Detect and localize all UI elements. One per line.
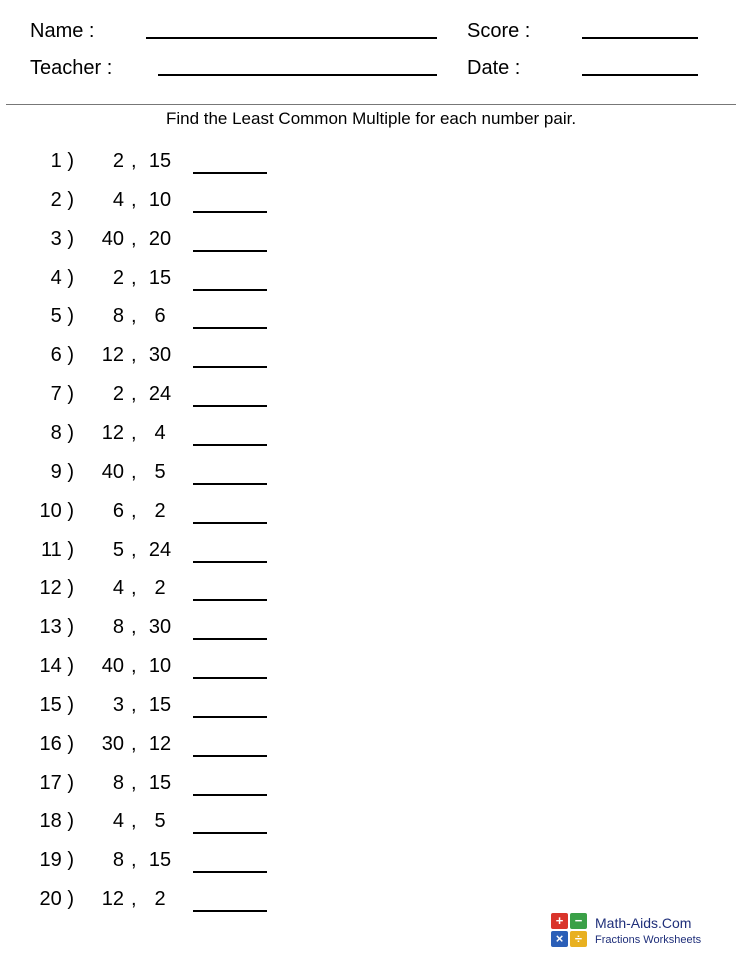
answer-blank[interactable] bbox=[193, 832, 267, 834]
first-number: 3 bbox=[112, 693, 124, 716]
second-number: 4 bbox=[154, 421, 166, 444]
problem-number: 18 ) bbox=[39, 810, 74, 833]
problem-number: 9 ) bbox=[50, 460, 74, 483]
second-number: 15 bbox=[148, 266, 172, 289]
first-number: 40 bbox=[101, 655, 124, 678]
answer-blank[interactable] bbox=[193, 716, 267, 718]
first-number: 40 bbox=[101, 460, 124, 483]
comma-separator: , bbox=[131, 305, 137, 328]
second-number: 30 bbox=[148, 344, 172, 367]
answer-blank[interactable] bbox=[193, 211, 267, 213]
answer-blank[interactable] bbox=[193, 444, 267, 446]
problem-number: 6 ) bbox=[50, 344, 74, 367]
answer-blank[interactable] bbox=[193, 871, 267, 873]
problem-row bbox=[0, 189, 300, 219]
problem-number: 20 ) bbox=[39, 888, 74, 911]
minus-icon: − bbox=[570, 913, 587, 929]
plus-icon: + bbox=[551, 913, 568, 929]
comma-separator: , bbox=[131, 188, 137, 211]
second-number: 15 bbox=[148, 150, 172, 172]
problem-number: 10 ) bbox=[39, 499, 74, 522]
second-number: 24 bbox=[148, 538, 172, 561]
second-number: 15 bbox=[148, 849, 172, 872]
problem-number: 2 ) bbox=[50, 188, 74, 211]
problem-row bbox=[0, 422, 300, 452]
comma-separator: , bbox=[131, 888, 137, 911]
comma-separator: , bbox=[131, 499, 137, 522]
logo-subtitle: Fractions Worksheets bbox=[595, 934, 702, 946]
second-number: 10 bbox=[148, 655, 172, 678]
problem-row bbox=[0, 500, 300, 530]
problem-row bbox=[0, 267, 300, 297]
comma-separator: , bbox=[131, 693, 137, 716]
answer-blank[interactable] bbox=[193, 599, 267, 601]
problem-number: 16 ) bbox=[39, 732, 74, 755]
first-number: 2 bbox=[112, 266, 124, 289]
problem-number: 8 ) bbox=[50, 421, 74, 444]
answer-blank[interactable] bbox=[193, 677, 267, 679]
comma-separator: , bbox=[131, 732, 137, 755]
comma-separator: , bbox=[131, 227, 137, 250]
problem-row bbox=[0, 810, 300, 840]
header-divider bbox=[6, 104, 736, 105]
comma-separator: , bbox=[131, 577, 137, 600]
problem-row bbox=[0, 383, 300, 413]
first-number: 4 bbox=[112, 577, 124, 600]
comma-separator: , bbox=[131, 849, 137, 872]
first-number: 30 bbox=[101, 732, 124, 755]
problem-number: 13 ) bbox=[39, 616, 74, 639]
problem-row bbox=[0, 616, 300, 646]
answer-blank[interactable] bbox=[193, 755, 267, 757]
first-number: 4 bbox=[112, 810, 124, 833]
second-number: 2 bbox=[154, 499, 166, 522]
second-number: 10 bbox=[148, 188, 172, 211]
teacher-label: Teacher : bbox=[30, 57, 113, 79]
first-number: 8 bbox=[112, 305, 124, 328]
score-field[interactable] bbox=[582, 37, 698, 39]
second-number: 24 bbox=[148, 383, 172, 406]
first-number: 4 bbox=[112, 188, 124, 211]
second-number: 30 bbox=[148, 616, 172, 639]
name-label: Name : bbox=[30, 20, 95, 42]
problem-row bbox=[0, 228, 300, 258]
date-label: Date : bbox=[467, 57, 521, 79]
date-field[interactable] bbox=[582, 74, 698, 76]
first-number: 5 bbox=[112, 538, 124, 561]
first-number: 2 bbox=[112, 383, 124, 406]
answer-blank[interactable] bbox=[193, 366, 267, 368]
second-number: 2 bbox=[154, 577, 166, 600]
first-number: 2 bbox=[112, 150, 124, 172]
problem-row bbox=[0, 305, 300, 335]
answer-blank[interactable] bbox=[193, 638, 267, 640]
problem-row bbox=[0, 655, 300, 685]
answer-blank[interactable] bbox=[193, 561, 267, 563]
answer-blank[interactable] bbox=[193, 910, 267, 912]
answer-blank[interactable] bbox=[193, 794, 267, 796]
logo-icon-grid bbox=[551, 913, 589, 949]
score-label: Score : bbox=[467, 20, 531, 42]
comma-separator: , bbox=[131, 771, 137, 794]
second-number: 5 bbox=[154, 460, 166, 483]
first-number: 8 bbox=[112, 849, 124, 872]
problem-row bbox=[0, 733, 300, 763]
first-number: 12 bbox=[101, 421, 124, 444]
second-number: 20 bbox=[148, 227, 172, 250]
comma-separator: , bbox=[131, 383, 137, 406]
times-icon: × bbox=[551, 931, 568, 947]
comma-separator: , bbox=[131, 150, 137, 172]
problem-row bbox=[0, 849, 300, 879]
comma-separator: , bbox=[131, 616, 137, 639]
math-aids-logo bbox=[551, 913, 731, 953]
answer-blank[interactable] bbox=[193, 289, 267, 291]
second-number: 6 bbox=[154, 305, 166, 328]
first-number: 12 bbox=[101, 344, 124, 367]
first-number: 40 bbox=[101, 227, 124, 250]
first-number: 8 bbox=[112, 771, 124, 794]
problem-number: 5 ) bbox=[50, 305, 74, 328]
answer-blank[interactable] bbox=[193, 327, 267, 329]
problem-number: 15 ) bbox=[39, 693, 74, 716]
comma-separator: , bbox=[131, 655, 137, 678]
comma-separator: , bbox=[131, 538, 137, 561]
first-number: 6 bbox=[112, 499, 124, 522]
name-field[interactable] bbox=[146, 37, 437, 39]
problem-row bbox=[0, 888, 300, 918]
problem-row bbox=[0, 461, 300, 491]
answer-blank[interactable] bbox=[193, 483, 267, 485]
problem-number: 17 ) bbox=[39, 771, 74, 794]
second-number: 12 bbox=[148, 732, 172, 755]
comma-separator: , bbox=[131, 810, 137, 833]
problem-number: 12 ) bbox=[39, 577, 74, 600]
comma-separator: , bbox=[131, 421, 137, 444]
answer-blank[interactable] bbox=[193, 172, 267, 174]
logo-title: Math-Aids.Com bbox=[595, 915, 692, 931]
answer-blank[interactable] bbox=[193, 522, 267, 524]
teacher-field[interactable] bbox=[158, 74, 437, 76]
comma-separator: , bbox=[131, 344, 137, 367]
first-number: 8 bbox=[112, 616, 124, 639]
problem-number: 14 ) bbox=[39, 655, 74, 678]
problem-row bbox=[0, 539, 300, 569]
problem-row bbox=[0, 344, 300, 374]
comma-separator: , bbox=[131, 266, 137, 289]
problem-number: 1 ) bbox=[50, 150, 74, 172]
comma-separator: , bbox=[131, 460, 137, 483]
problem-row bbox=[0, 577, 300, 607]
problem-number: 11 ) bbox=[41, 538, 74, 561]
first-number: 12 bbox=[101, 888, 124, 911]
problem-number: 4 ) bbox=[50, 266, 74, 289]
second-number: 2 bbox=[154, 888, 166, 911]
problem-row bbox=[0, 694, 300, 724]
instructions: Find the Least Common Multiple for each number pair. bbox=[165, 109, 577, 128]
problem-number: 19 ) bbox=[39, 849, 74, 872]
answer-blank[interactable] bbox=[193, 405, 267, 407]
second-number: 15 bbox=[148, 771, 172, 794]
problem-row bbox=[0, 150, 300, 180]
problem-row bbox=[0, 772, 300, 802]
second-number: 5 bbox=[154, 810, 166, 833]
problem-number: 7 ) bbox=[50, 383, 74, 406]
second-number: 15 bbox=[148, 693, 172, 716]
divide-icon: ÷ bbox=[570, 931, 587, 947]
answer-blank[interactable] bbox=[193, 250, 267, 252]
problem-number: 3 ) bbox=[50, 227, 74, 250]
